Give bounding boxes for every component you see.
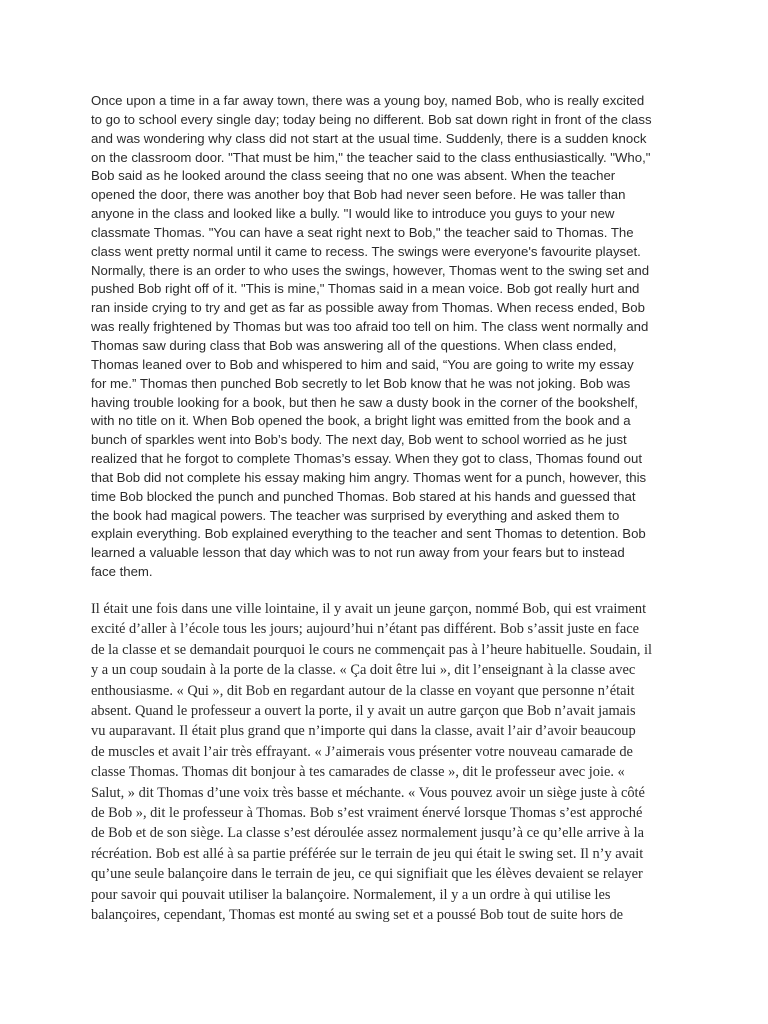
french-story-paragraph: Il était une fois dans une ville lointaine, il y avait un jeune garçon, nommé Bob, qui est vraiment excité d’aller à l’école tous les jours; aujourd’hui n’étant pas différent. Bob s’assit juste en face de la classe et se demandait pourquoi le cours ne commençait pas à l’heure habituelle. Soudain, il y a un coup soudain à la porte de la classe. « Ça doit être lui », dit l’enseignant à la classe avec enthousiasme. « Qui », dit Bob en regardant autour de la classe en voyant que personne n’était absent. Quand le professeur a ouvert la porte, il y avait un autre garçon que Bob n’avait jamais vu auparavant. Il était plus grand que n’importe qui dans la classe, avait l’air d’avoir beaucoup de muscles et avait l’air très effrayant. « J’aimerais vous présenter votre nouveau camarade de classe Thomas. Thomas dit bonjour à tes camarades de classe », dit le professeur avec joie. « Salut, » dit Thomas d’une voix très basse et méchante. « Vous pouvez avoir un siège juste à côté de Bob », dit le professeur à Thomas. Bob s’est vraiment énervé lorsque Thomas s’est approché de Bob et de son siège. La classe s’est déroulée assez normalement jusqu’à ce qu’elle arrive à la récréation. Bob est allé à sa partie préférée sur le terrain de jeu qui était le swing set. Il n’y avait qu’une seule balançoire dans le terrain de jeu, ce qui signifiait que les élèves devaient se relayer pour savoir qui pouvait utiliser la balançoire. Normalement, il y a un ordre à qui utilise les balançoires, cependant, Thomas est monté au swing set et a poussé Bob tout de suite hors de — [91, 601, 653, 924]
english-story-paragraph: Once upon a time in a far away town, there was a young boy, named Bob, who is really excited to go to school every single day; today being no different. Bob sat down right in front of the class and was wondering why class did not start at the usual time. Suddenly, there is a sudden knock on the classroom door. "That must be him," the teacher said to the class enthusiastically. "Who," Bob said as he looked around the class seeing that no one was absent. When the teacher opened the door, there was another boy that Bob had never seen before. He was taller than anyone in the class and looked like a bully. "I would like to introduce you guys to your new classmate Thomas. "You can have a seat right next to Bob," the teacher said to Thomas. The class went pretty normal until it came to recess. The swings were everyone's favourite playset. Normally, there is an order to who uses the swings, however, Thomas went to the swing set and pushed Bob right off of it. "This is mine," Thomas said in a mean voice. Bob got really hurt and ran inside crying to try and get as far as possible away from Thomas. When recess ended, Bob was really frightened by Thomas but was too afraid too tell on him. The class went normally and Thomas saw during class that Bob was answering all of the questions. When class ended, Thomas leaned over to Bob and whispered to him and said, “You are going to write my essay for me.” Thomas then punched Bob secretly to let Bob know that he was not joking. Bob was having trouble looking for a book, but then he saw a dusty book in the corner of the bookshelf, with no title on it. When Bob opened the book, a bright light was emitted from the book and a bunch of sparkles went into Bob’s body. The next day, Bob went to school worried as he just realized that he forgot to complete Thomas’s essay. When they got to class, Thomas found out that Bob did not complete his essay making him angry. Thomas went for a punch, however, this time Bob blocked the punch and punched Thomas. Bob stared at his hands and guessed that the book had magical powers. The teacher was surprised by everything and asked them to explain everything. Bob explained everything to the teacher and sent Thomas to detention. Bob learned a valuable lesson that day which was to not run away from your fears but to instead face them. — [91, 93, 652, 580]
